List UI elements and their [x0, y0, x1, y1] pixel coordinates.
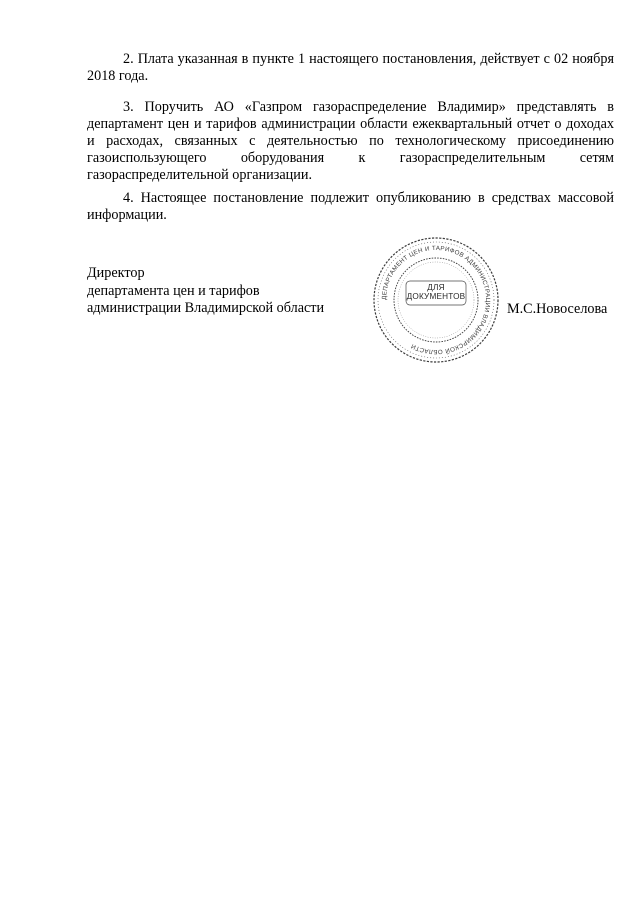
seal-label-line-1: ДЛЯ: [427, 283, 445, 292]
seal-label-line-2: ДОКУМЕНТОВ: [406, 292, 466, 301]
signatory-title-line-2: департамента цен и тарифов: [87, 282, 260, 299]
official-seal: [372, 236, 500, 364]
paragraph-2: 2. Плата указанная в пункте 1 настоящего постановления, действует с 02 ноября 2018 года.: [87, 51, 614, 84]
paragraph-4: 4. Настоящее постановление подлежит опубликованию в средствах массовой информации.: [87, 190, 614, 223]
signatory-title-line-1: Директор: [87, 265, 145, 281]
signatory-position: [87, 265, 324, 318]
signatory-name: М.С.Новоселова: [507, 301, 608, 317]
seal-ring-text: ДЕПАРТАМЕНТ ЦЕН И ТАРИФОВ АДМИНИСТРАЦИИ ВЛАДИМИРСКОЙ ОБЛАСТИ: [380, 244, 492, 356]
signatory-title-line-3: администрации Владимирской области: [87, 300, 325, 316]
paragraph-3: 3. Поручить АО «Газпром газораспределение Владимир» представлять в департамент цен и тарифов администрации области ежеквартальный отчет о доходах и расходах, связанных с деятельностью по технологическому присоединению газоиспользующего оборудования к газораспределительным сетям газораспределительной организации.: [87, 99, 614, 183]
